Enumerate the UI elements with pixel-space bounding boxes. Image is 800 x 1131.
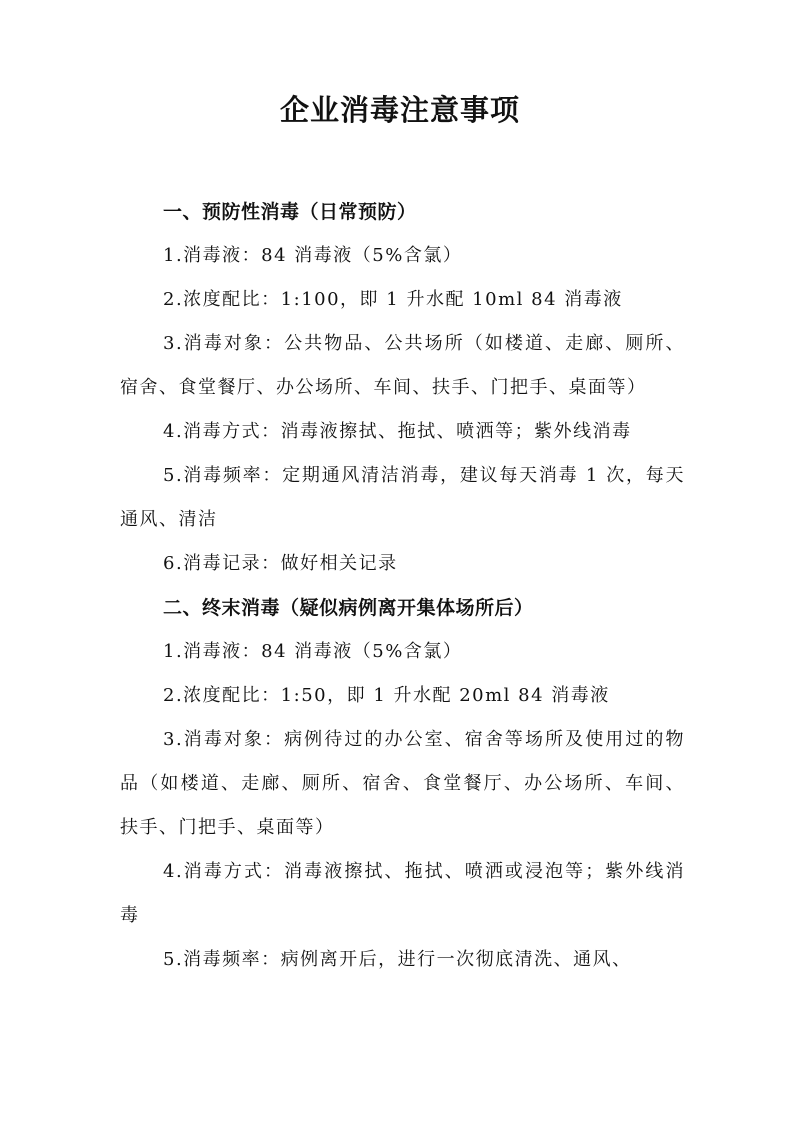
paragraph: 4.消毒方式：消毒液擦拭、拖拭、喷洒或浸泡等；紫外线消毒 bbox=[120, 861, 685, 926]
section-heading-terminal: 二、终末消毒（疑似病例离开集体场所后） bbox=[163, 597, 534, 619]
paragraph: 5.消毒频率：定期通风清洁消毒，建议每天消毒 1 次，每天通风、清洁 bbox=[120, 465, 685, 530]
paragraph: 5.消毒频率：病例离开后，进行一次彻底清洗、通风、 bbox=[163, 949, 632, 970]
paragraph: 1.消毒液：84 消毒液（5%含氯） bbox=[163, 245, 463, 266]
paragraph: 4.消毒方式：消毒液擦拭、拖拭、喷洒等；紫外线消毒 bbox=[163, 421, 632, 442]
section-heading-preventive: 一、预防性消毒（日常预防） bbox=[163, 201, 417, 223]
paragraph: 3.消毒对象：病例待过的办公室、宿舍等场所及使用过的物品（如楼道、走廊、厕所、宿舍、食堂餐厅、办公场所、车间、扶手、门把手、桌面等） bbox=[120, 729, 685, 838]
document-body bbox=[120, 190, 685, 982]
paragraph: 2.浓度配比：1:50，即 1 升水配 20ml 84 消毒液 bbox=[163, 685, 610, 706]
paragraph: 6.消毒记录：做好相关记录 bbox=[163, 553, 398, 574]
paragraph: 2.浓度配比：1:100，即 1 升水配 10ml 84 消毒液 bbox=[163, 289, 623, 310]
paragraph: 1.消毒液：84 消毒液（5%含氯） bbox=[163, 641, 463, 662]
paragraph: 3.消毒对象：公共物品、公共场所（如楼道、走廊、厕所、宿舍、食堂餐厅、办公场所、车间、扶手、门把手、桌面等） bbox=[120, 333, 685, 398]
document-title: 企业消毒注意事项 bbox=[279, 93, 520, 127]
